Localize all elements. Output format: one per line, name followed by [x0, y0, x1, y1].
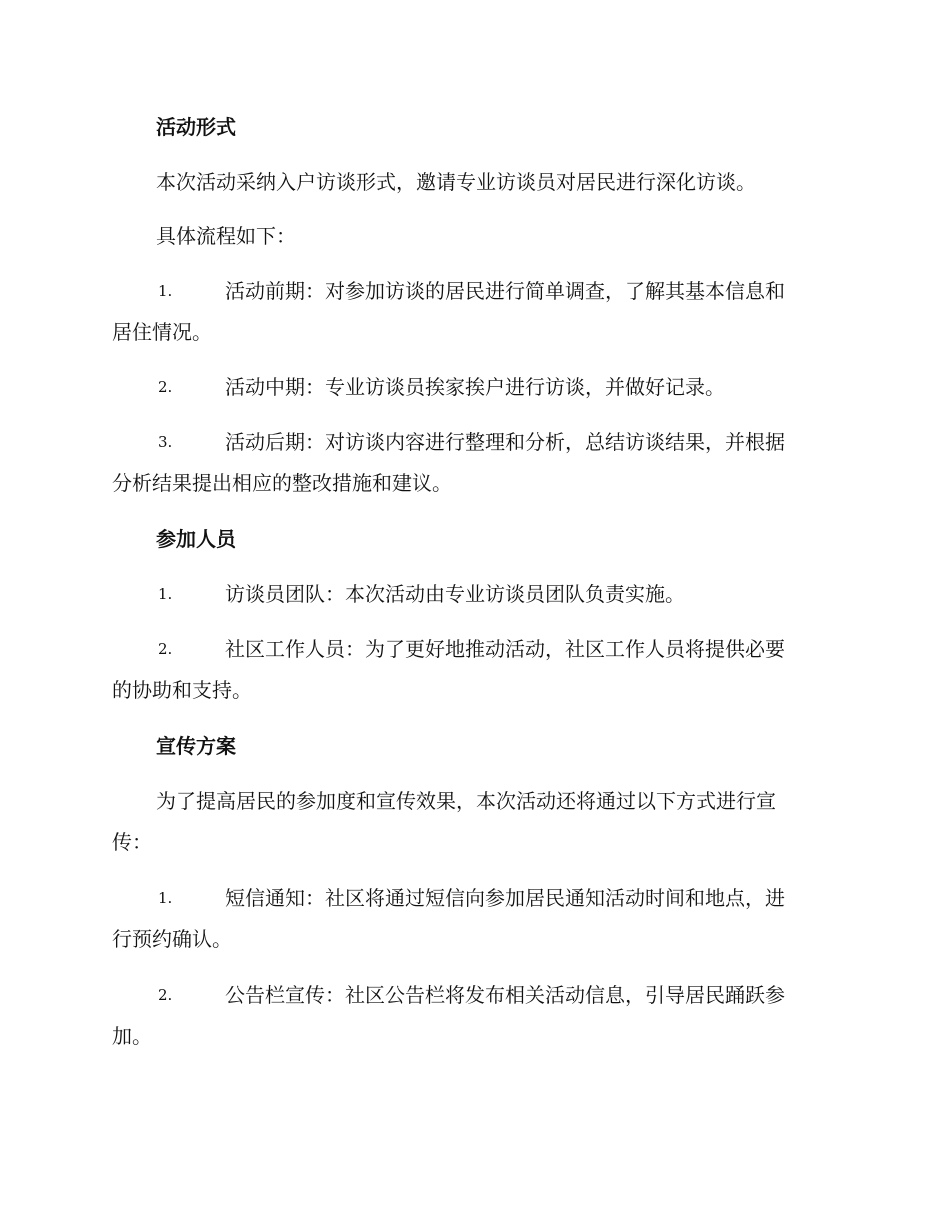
section-heading-participants: 参加人员: [156, 527, 236, 551]
list-item-text: 公告栏宣传：社区公告栏将发布相关活动信息，引导居民踊跃参: [225, 983, 785, 1007]
list-item-continuation: 居住情况。: [112, 320, 212, 344]
format-intro-paragraph: [112, 162, 834, 203]
promotion-intro-paragraph: [112, 781, 834, 863]
list-item-number: 2.: [158, 640, 173, 658]
list-item-number: 2.: [158, 986, 173, 1004]
list-item-continuation: 分析结果提出相应的整改措施和建议。: [112, 471, 452, 495]
promotion-intro-text: 为了提高居民的参加度和宣传效果，本次活动还将通过以下方式进行宣: [156, 789, 776, 813]
list-item: [112, 422, 834, 504]
list-item-continuation: 的协助和支持。: [112, 678, 252, 702]
promotion-intro-continuation: 传：: [112, 830, 152, 854]
list-item-text: 活动后期：对访谈内容进行整理和分析，总结访谈结果，并根据: [225, 430, 785, 454]
list-item-text: 活动中期：专业访谈员挨家挨户进行访谈，并做好记录。: [225, 375, 725, 399]
list-item: [112, 574, 834, 615]
list-item: [112, 271, 834, 353]
list-item-continuation: 行预约确认。: [112, 927, 232, 951]
list-item-number: 1.: [158, 282, 173, 300]
list-item-text: 访谈员团队：本次活动由专业访谈员团队负责实施。: [225, 582, 685, 606]
list-item-number: 1.: [158, 889, 173, 907]
flow-label-paragraph: [112, 216, 834, 257]
list-item-continuation: 加。: [112, 1024, 152, 1048]
list-item-number: 1.: [158, 585, 173, 603]
list-item-number: 3.: [158, 433, 173, 451]
list-item-text: 短信通知：社区将通过短信向参加居民通知活动时间和地点，进: [225, 886, 785, 910]
list-item-number: 2.: [158, 378, 173, 396]
list-item-text: 活动前期：对参加访谈的居民进行简单调查，了解其基本信息和: [225, 279, 785, 303]
section-heading-promotion: 宣传方案: [156, 734, 236, 758]
flow-label-text: 具体流程如下：: [156, 224, 296, 248]
list-item: [112, 975, 834, 1057]
section-heading-format: 活动形式: [156, 115, 236, 139]
list-item: [112, 878, 834, 960]
list-item-text: 社区工作人员：为了更好地推动活动，社区工作人员将提供必要: [225, 637, 785, 661]
format-intro-text: 本次活动采纳入户访谈形式，邀请专业访谈员对居民进行深化访谈。: [156, 170, 756, 194]
list-item: [112, 367, 834, 408]
list-item: [112, 629, 834, 711]
